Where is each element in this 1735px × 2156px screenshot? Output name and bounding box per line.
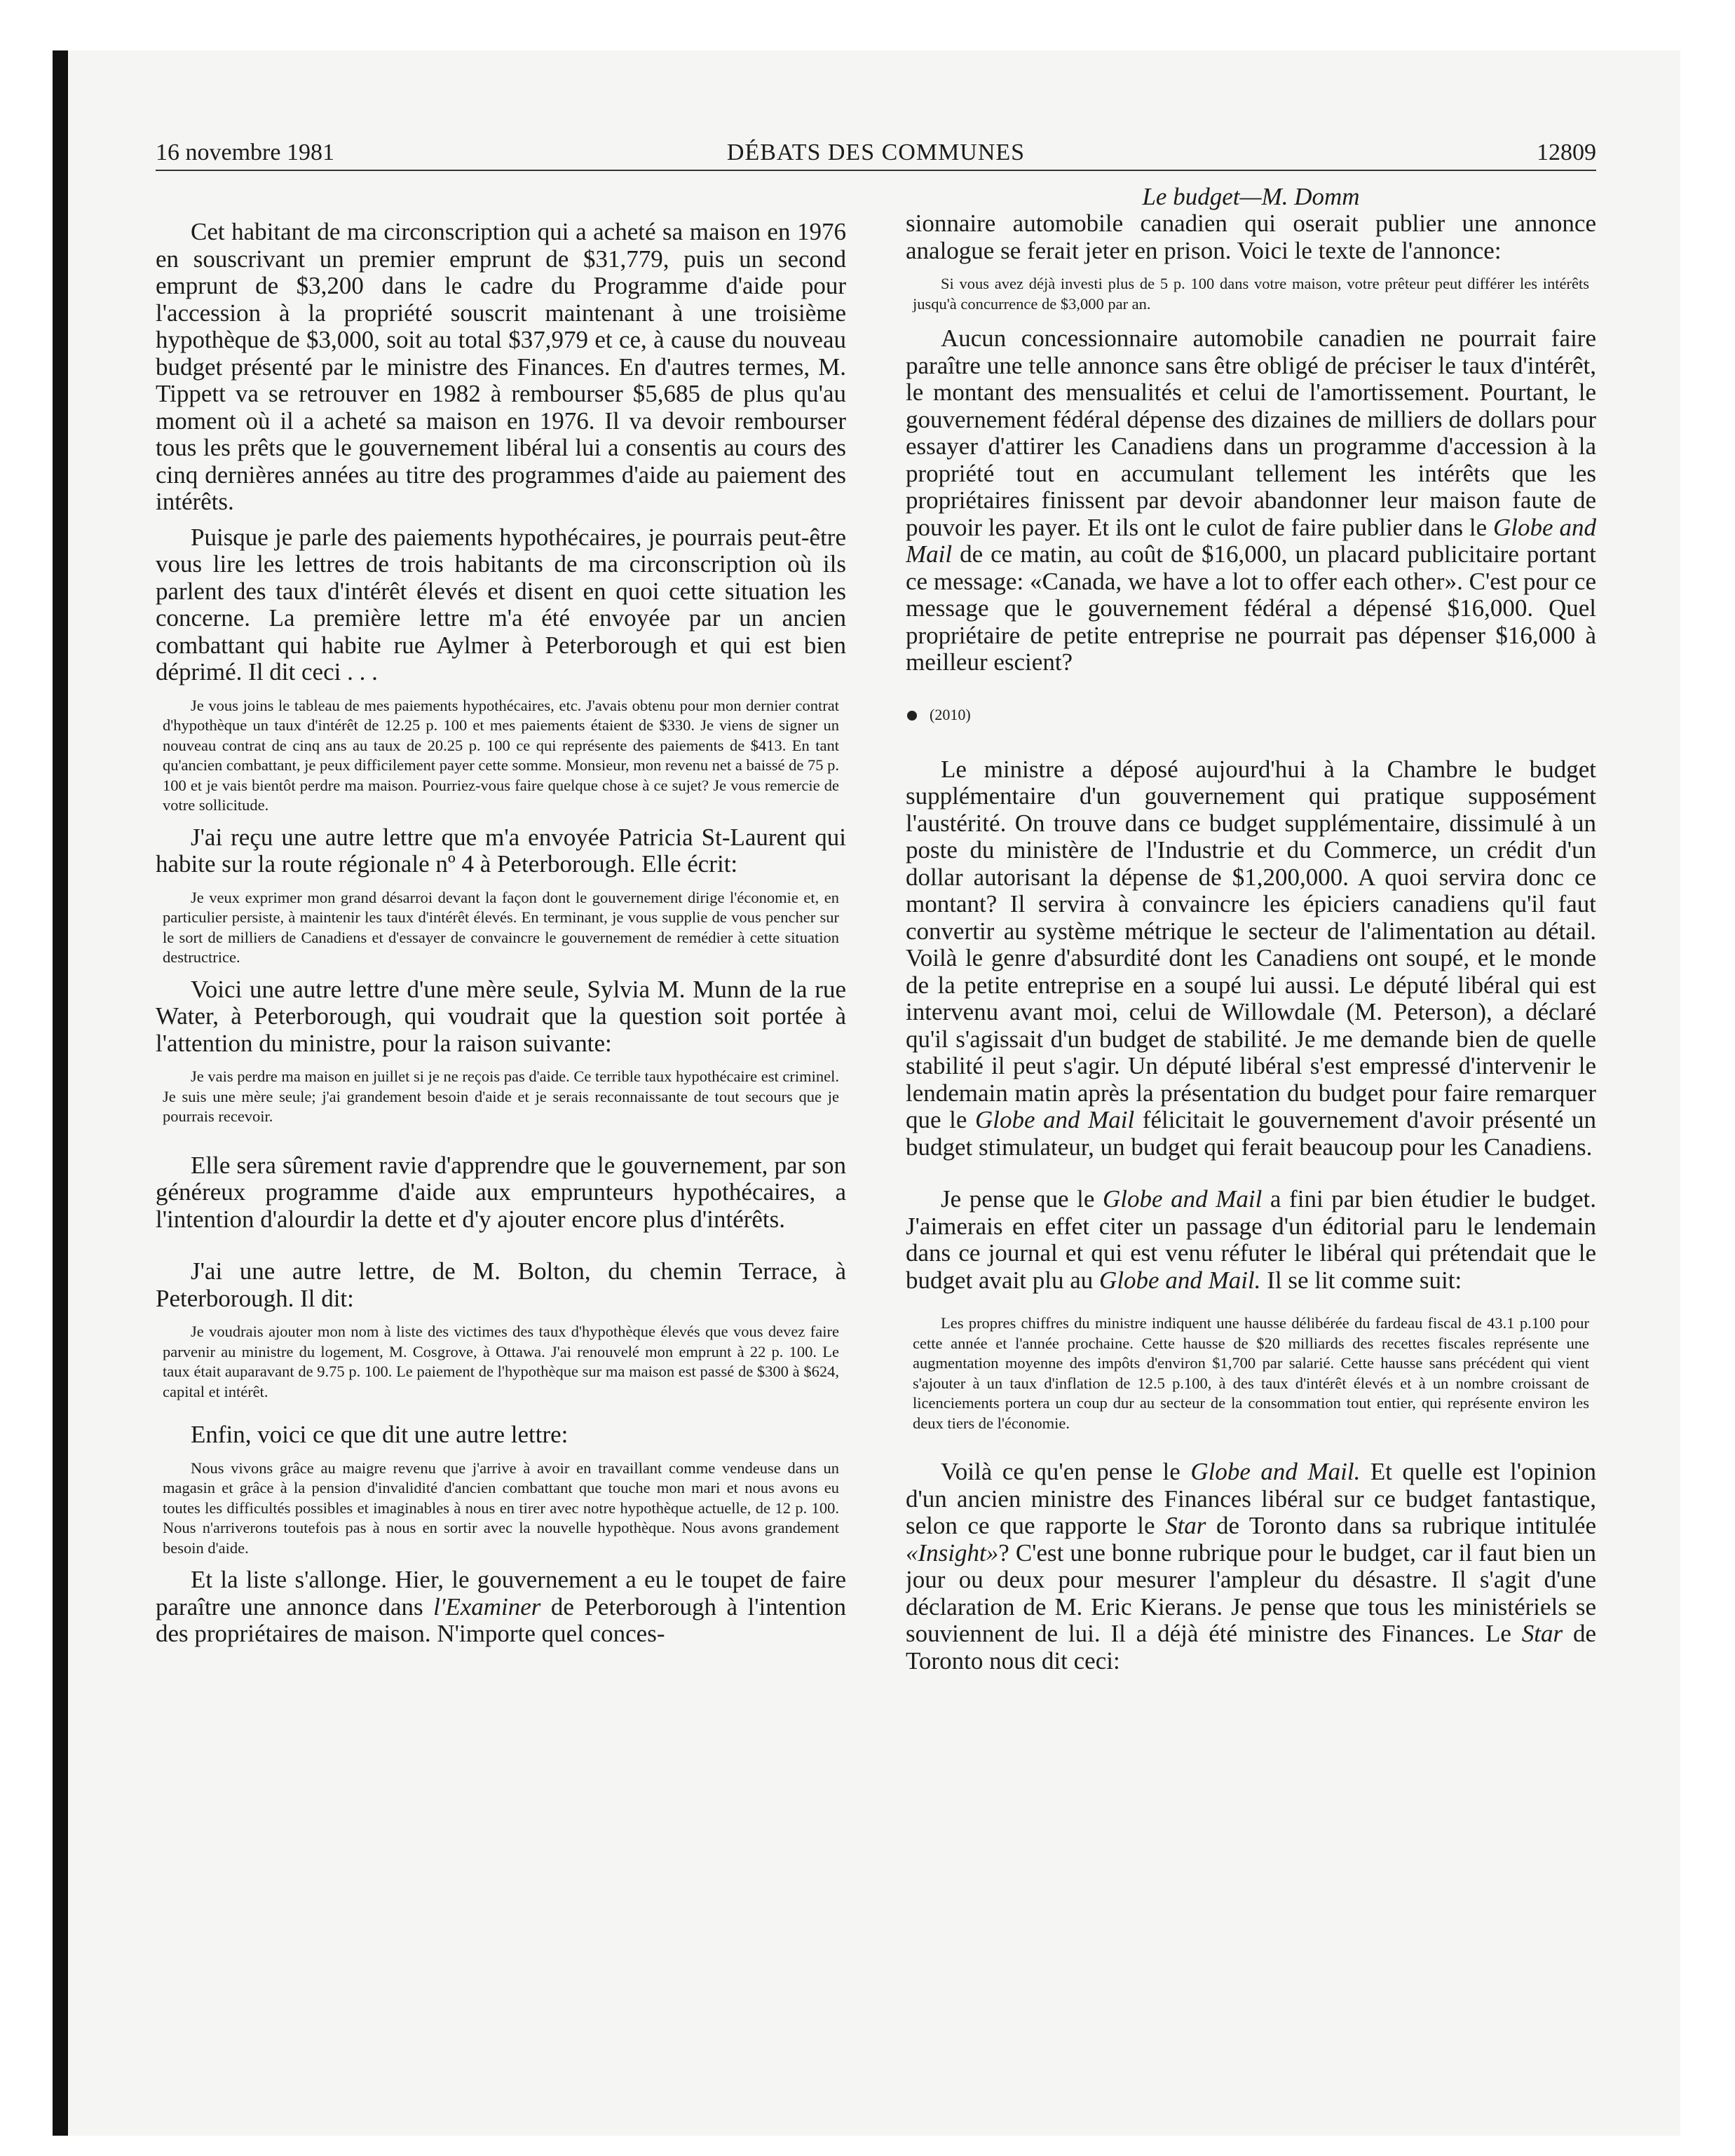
- paragraph: Aucun concessionnaire automobile canadien ne pourrait faire paraître une telle annonce sans être obligé de préciser le taux d'intérêt, le montant des mensualités et celui de l'amortissement. Pourtant, le gouvernement fédéral dépense des dizaines de milliers de dollars pour essayer d'attirer les Canadiens dans un programme d'accession à la propriété tout en accumulant tellement les intérêts que les propriétaires finissent par devoir abandonner leur maison faute de pouvoir les payer. Et ils ont le culot de faire publier dans le Globe and Mail de ce matin, au coût de $16,000, un placard publicitaire portant ce message: «Canada, we have a lot to offer each other». C'est pour ce message que le gouvernement fédéral a dépensé $16,000. Quel propriétaire de petite entreprise ne pourrait pas dépenser $16,000 à meilleur escient?: [906, 325, 1596, 676]
- italic-title: «Insight»: [906, 1538, 999, 1567]
- running-head: [156, 137, 1596, 168]
- section-heading: Le budget—M. Domm: [1142, 184, 1360, 210]
- italic-title: Globe and Mail.: [1190, 1458, 1361, 1485]
- paragraph: Cet habitant de ma circonscription qui a acheté sa maison en 1976 en souscrivant un premier emprunt de $31,779, puis un second emprunt de $3,200 dans le cadre du Programme d'aide pour l'accession à la propriété souscrit maintenant à une troisième hypothèque de $3,000, soit au total $37,979 et ce, à cause du nouveau budget présenté par le ministre des Finances. En d'autres termes, M. Tippett va se retrouver en 1982 à rembourser $5,685 de plus qu'au moment où il a acheté sa maison en 1976. Il va devoir rembourser tous les prêts que le gouvernement libéral lui a consentis au cours des cinq dernières années au titre des programmes d'aide au paiement des intérêts.: [156, 218, 846, 515]
- page-number: 12809: [1537, 139, 1596, 165]
- paragraph: J'ai une autre lettre, de M. Bolton, du chemin Terrace, à Peterborough. Il dit:: [156, 1257, 846, 1312]
- italic-title: Star: [1521, 1620, 1563, 1647]
- paragraph: Je pense que le Globe and Mail a fini par bien étudier le budget. J'aimerais en effet citer un passage d'un éditorial paru le lendemain dans ce journal et qui est venu réfuter le libéral qui prétendait que le budget avait plu au Globe and Mail. Il se lit comme suit:: [906, 1185, 1596, 1294]
- time-marker: (2010): [906, 704, 1596, 725]
- letter-quote: Je voudrais ajouter mon nom à liste des victimes des taux d'hypothèque élevés que vous devez faire parvenir au ministre du logement, M. Cosgrove, à Ottawa. J'ai renouvelé mon emprunt à 22 p. 100. Le taux était auparavant de 9.75 p. 100. Le paiement de l'hypothèque sur ma maison est passé de $300 à $624, capital et intérêt.: [163, 1323, 839, 1400]
- bullet-dot-icon: [907, 711, 917, 721]
- italic-title: Globe and Mail: [906, 513, 1596, 568]
- binding-edge: [53, 50, 68, 2136]
- ad-quote: Si vous avez déjà investi plus de 5 p. 100 dans votre maison, votre prêteur peut différer les intérêts jusqu'à concurrence de $3,000 par an.: [913, 275, 1589, 313]
- letter-quote: Je vais perdre ma maison en juillet si je ne reçois pas d'aide. Ce terrible taux hypothécaire est criminel. Je suis une mère seule; j'ai grandement besoin d'aide et je serais reconnaissante de tout secours que je pourrais recevoir.: [163, 1067, 839, 1125]
- right-column: [906, 184, 1596, 2104]
- italic-title: l'Examiner: [433, 1592, 541, 1621]
- header-date: 16 novembre 1981: [156, 139, 334, 165]
- paragraph: Elle sera sûrement ravie d'apprendre que le gouvernement, par son généreux programme d'aide aux emprunteurs hypothécaires, a l'intention d'alourdir la dette et d'y ajouter encore plus d'intérêts.: [156, 1151, 846, 1233]
- paragraph: Voici une autre lettre d'une mère seule, Sylvia M. Munn de la rue Water, à Peterborough, qui voudrait que la question soit portée à l'attention du ministre, pour la raison suivante:: [156, 975, 846, 1057]
- paragraph: Le ministre a déposé aujourd'hui à la Chambre le budget supplémentaire d'un gouvernement qui pratique supposément l'austérité. On trouve dans ce budget supplémentaire, dissimulé à un poste du ministère de l'Industrie et du Commerce, un crédit d'un dollar autorisant la dépense de $1,200,000. A quoi servira donc ce montant? Il servira à convaincre les épiciers canadiens qu'il faut convertir au système métrique le secteur de l'alimentation au détail. Voilà le genre d'absurdité dont les Canadiens ont soupé, et le monde de la petite entreprise en a soupé lui aussi. Le député libéral qui est intervenu avant moi, celui de Willowdale (M. Peterson), a déclaré qu'il s'agissait d'un budget de stabilité. Je me demande bien de quelle stabilité il peut s'agir. Un député libéral s'est empressé d'intervenir le lendemain matin après la présentation du budget pour faire remarquer que le Globe and Mail félicitait le gouvernement d'avoir présenté un budget stimulateur, un budget qui ferait beaucoup pour les Canadiens.: [906, 755, 1596, 1161]
- paragraph: Et la liste s'allonge. Hier, le gouvernement a eu le toupet de faire paraître une annonce dans l'Examiner de Peterborough à l'intention des propriétaires de maison. N'importe quel conces-: [156, 1566, 846, 1647]
- paragraph: J'ai reçu une autre lettre que m'a envoyée Patricia St-Laurent qui habite sur la route régionale nº 4 à Peterborough. Elle écrit:: [156, 823, 846, 878]
- letter-quote: Je vous joins le tableau de mes paiements hypothécaires, etc. J'avais obtenu pour mon dernier contrat d'hypothèque un taux d'intérêt de 12.25 p. 100 et mes paiements étaient de $330. Je viens de signer un nouveau contrat de cinq ans au taux de 20.25 p. 100 ce qui représente des paiements de $413. En tant qu'ancien combattant, je peux difficilement payer cette somme. Monsieur, mon revenu net a baissé de 75 p. 100 et je vais bientôt perdre ma maison. Pourriez-vous faire quelque chose à ce sujet? Je vous remercie de votre sollicitude.: [163, 696, 839, 814]
- italic-title: Star: [1165, 1512, 1206, 1539]
- letter-quote: Je veux exprimer mon grand désarroi devant la façon dont le gouvernement dirige l'économie et, en particulier persiste, à maintenir les taux d'intérêt élevés. En terminant, je vous supplie de vous pencher sur le sort de milliers de Canadiens et d'essayer de convaincre le gouvernement de remédier à cette situation destructrice.: [163, 888, 839, 966]
- paragraph: sionnaire automobile canadien qui oserait publier une annonce analogue se ferait jeter en prison. Voici le texte de l'annonce:: [906, 210, 1596, 264]
- left-column: [156, 184, 846, 2104]
- italic-title: Globe and Mail: [974, 1106, 1135, 1133]
- header-rule: [156, 170, 1596, 171]
- italic-title: Globe and Mail: [1103, 1185, 1263, 1213]
- paragraph: Puisque je parle des paiements hypothécaires, je pourrais peut-être vous lire les lettres de trois habitants de ma circonscription où ils parlent des taux d'intérêt élevés et disent en quoi cette situation les concerne. La première lettre m'a été envoyée par un ancien combattant qui habite rue Aylmer à Peterborough et qui est bien déprimé. Il dit ceci . . .: [156, 523, 846, 685]
- italic-title: Globe and Mail.: [1099, 1266, 1261, 1294]
- editorial-quote: Les propres chiffres du ministre indiquent une hausse délibérée du fardeau fiscal de 43.1 p.100 pour cette année et l'année prochaine. Cette hausse de $20 milliards des recettes fiscales représente une augmentation moyenne des impôts d'environ $1,700 par salarié. Cette hausse sans précédent qui vient s'ajouter à un taux d'inflation de 12.5 p.100, à des taux d'intérêt élevés et à un nombre croissant de licenciements portera un coup dur au secteur de la consommation tout entier, qui représente environ les deux tiers de l'économie.: [913, 1314, 1589, 1432]
- header-title: DÉBATS DES COMMUNES: [726, 139, 1026, 165]
- paragraph: Enfin, voici ce que dit une autre lettre:: [191, 1421, 569, 1448]
- paragraph: Voilà ce qu'en pense le Globe and Mail. Et quelle est l'opinion d'un ancien ministre des Finances libéral sur ce budget fantastique, selon ce que rapporte le Star de Toronto dans sa rubrique intitulée «Insight»? C'est une bonne rubrique pour le budget, car il faut bien un jour ou deux pour mesurer l'ampleur du désastre. Il s'agit d'une déclaration de M. Eric Kierans. Je pense que tous les ministériels se souviennent de lui. Il a déjà été ministre des Finances. Le Star de Toronto nous dit ceci:: [906, 1458, 1596, 1674]
- letter-quote: Nous vivons grâce au maigre revenu que j'arrive à avoir en travaillant comme vendeuse dans un magasin et grâce à la pension d'invalidité d'ancien combattant que touche mon mari et nous avons eu toutes les difficultés possibles et imaginables à nous en tirer avec notre hypothèque actuelle, de 12 p. 100. Nous n'arriverons toutefois pas à nous en sortir avec la nouvelle hypothèque. Nous avons grandement besoin d'aide.: [163, 1459, 839, 1557]
